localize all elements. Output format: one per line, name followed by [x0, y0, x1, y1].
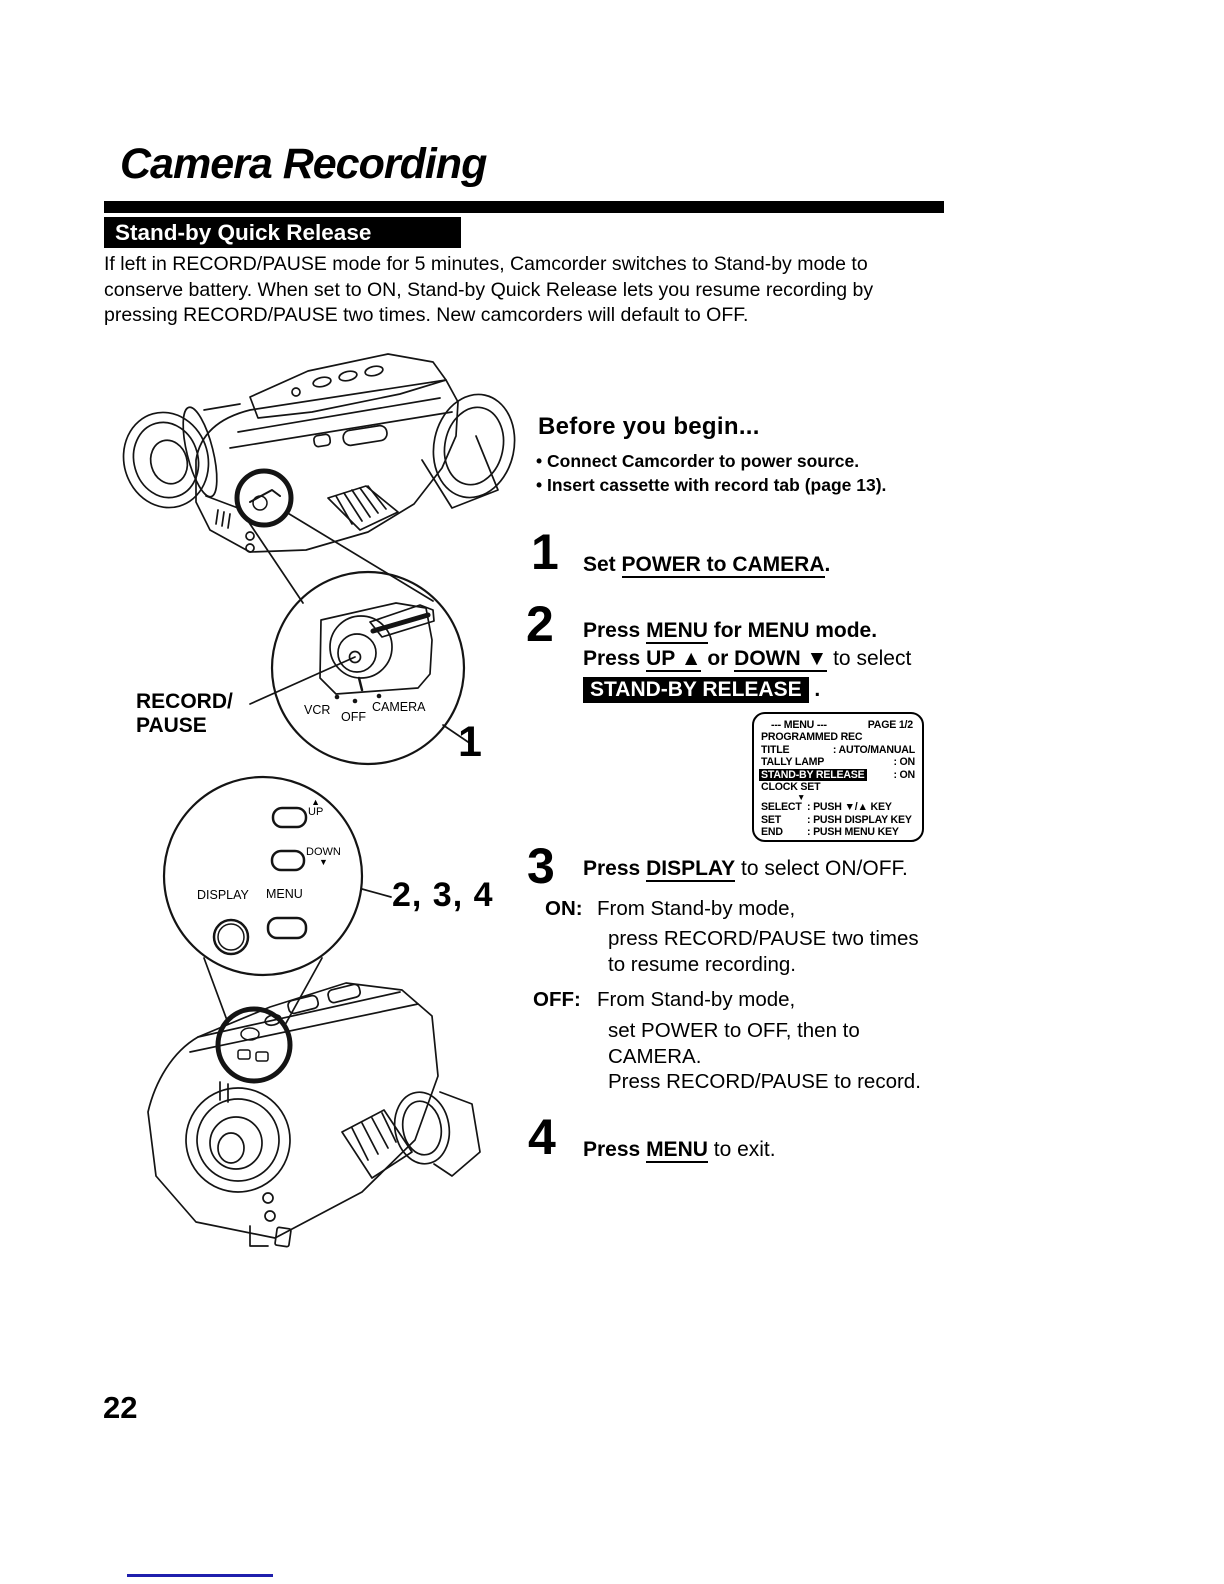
- callout-line: [286, 512, 433, 601]
- menu-row: PROGRAMMED REC: [761, 731, 863, 744]
- stand-by-release-highlight: STAND-BY RELEASE: [583, 677, 809, 703]
- display-key-ref: DISPLAY: [646, 857, 736, 880]
- menu-screen-page: PAGE 1/2: [867, 719, 913, 731]
- menu-row: TITLE : AUTO/MANUAL: [761, 743, 915, 756]
- before-you-begin-heading: Before you begin...: [538, 413, 760, 440]
- menu-button: [268, 918, 306, 938]
- intro-paragraph: [104, 252, 873, 329]
- up-button: [273, 808, 306, 827]
- step-4-number: 4: [528, 1109, 556, 1165]
- menu-button-label: MENU: [266, 887, 303, 901]
- footer-line: [127, 1574, 273, 1577]
- menu-cursor-icon: ▼: [797, 792, 806, 803]
- dial-position-off: OFF: [341, 710, 366, 724]
- off-description: set POWER to OFF, then to CAMERA. Press RECORD/PAUSE to record.: [608, 1019, 921, 1093]
- dial-position-camera: CAMERA: [372, 700, 426, 714]
- up-button-label: ▲ UP: [308, 797, 324, 818]
- dial-position-vcr: VCR: [304, 703, 331, 717]
- step-3-number: 3: [527, 838, 555, 894]
- step-2-number: 2: [526, 596, 554, 652]
- before-you-begin-list: [536, 450, 886, 497]
- page-number: 22: [103, 1390, 138, 1425]
- record-pause-label: RECORD/ PAUSE: [136, 690, 233, 737]
- menu-screen-title: --- MENU ---: [771, 719, 827, 731]
- off-label: OFF:: [533, 988, 581, 1011]
- title-rule: [104, 201, 944, 213]
- section-header: Stand-by Quick Release: [104, 217, 461, 248]
- step-4-text: Press MENU to exit.: [583, 1138, 776, 1161]
- up-arrow-icon: ▲: [311, 797, 321, 807]
- bullet-item: • Insert cassette with record tab (page 13).: [536, 474, 887, 495]
- display-button: [214, 920, 248, 954]
- up-key-ref: UP ▲: [646, 647, 702, 670]
- camcorder-top-illustration: [112, 354, 524, 552]
- intro-line: conserve battery. When set to ON, Stand-by Quick Release lets you resume recording by: [104, 278, 874, 301]
- camcorder-diagram: [100, 340, 530, 1290]
- power-to-camera-ref: POWER to CAMERA: [621, 553, 825, 576]
- buttons-detail-circle: [164, 777, 362, 975]
- down-button-label: DOWN ▼: [306, 846, 341, 867]
- camcorder-bottom-illustration: [148, 983, 480, 1247]
- intro-line: If left in RECORD/PAUSE mode for 5 minutes, Camcorder switches to Stand-by mode to: [104, 253, 868, 275]
- menu-footer-row: SET : PUSH DISPLAY KEY: [761, 813, 912, 826]
- callout-line: [246, 518, 303, 603]
- menu-key-ref: MENU: [646, 1138, 708, 1161]
- down-arrow-icon: ▼: [318, 857, 328, 867]
- on-intro: From Stand-by mode,: [597, 897, 796, 920]
- down-key-ref: DOWN ▼: [734, 647, 828, 670]
- menu-row-selected: STAND-BY RELEASE : ON: [761, 768, 915, 781]
- menu-row: CLOCK SET: [761, 781, 821, 794]
- buttons-highlight-circle: [218, 1009, 290, 1081]
- step-2-text: Press MENU for MENU mode. Press UP ▲ or DOWN ▼ to select STAND-BY RELEASE .: [583, 619, 912, 701]
- power-dial-detail-circle: [272, 572, 464, 764]
- callout-steps-234: 2, 3, 4: [392, 876, 494, 914]
- step-1-text: Set POWER to CAMERA.: [583, 553, 831, 576]
- menu-footer-row: END : PUSH MENU KEY: [761, 826, 899, 839]
- step-3-text: Press DISPLAY to select ON/OFF.: [583, 857, 908, 880]
- page-title: Camera Recording: [120, 140, 487, 188]
- menu-screen: [752, 712, 924, 842]
- bullet-item: • Connect Camcorder to power source.: [536, 451, 860, 471]
- menu-key-ref: MENU: [646, 619, 708, 642]
- callout-step-1: 1: [458, 718, 482, 766]
- down-button: [272, 851, 304, 870]
- menu-footer-row: SELECT : PUSH ▼/▲ KEY: [761, 801, 892, 814]
- on-label: ON:: [545, 897, 583, 920]
- display-button-label: DISPLAY: [197, 888, 249, 902]
- step-1-number: 1: [531, 524, 559, 580]
- callout-line: [362, 889, 391, 897]
- on-description: press RECORD/PAUSE two times to resume recording.: [608, 927, 919, 976]
- selected-menu-item: STAND-BY RELEASE: [761, 768, 865, 781]
- menu-row: TALLY LAMP : ON: [761, 756, 915, 769]
- power-dial-highlight-circle: [237, 471, 291, 525]
- intro-line: pressing RECORD/PAUSE two times. New camcorders will default to OFF.: [104, 304, 749, 326]
- off-intro: From Stand-by mode,: [597, 988, 796, 1011]
